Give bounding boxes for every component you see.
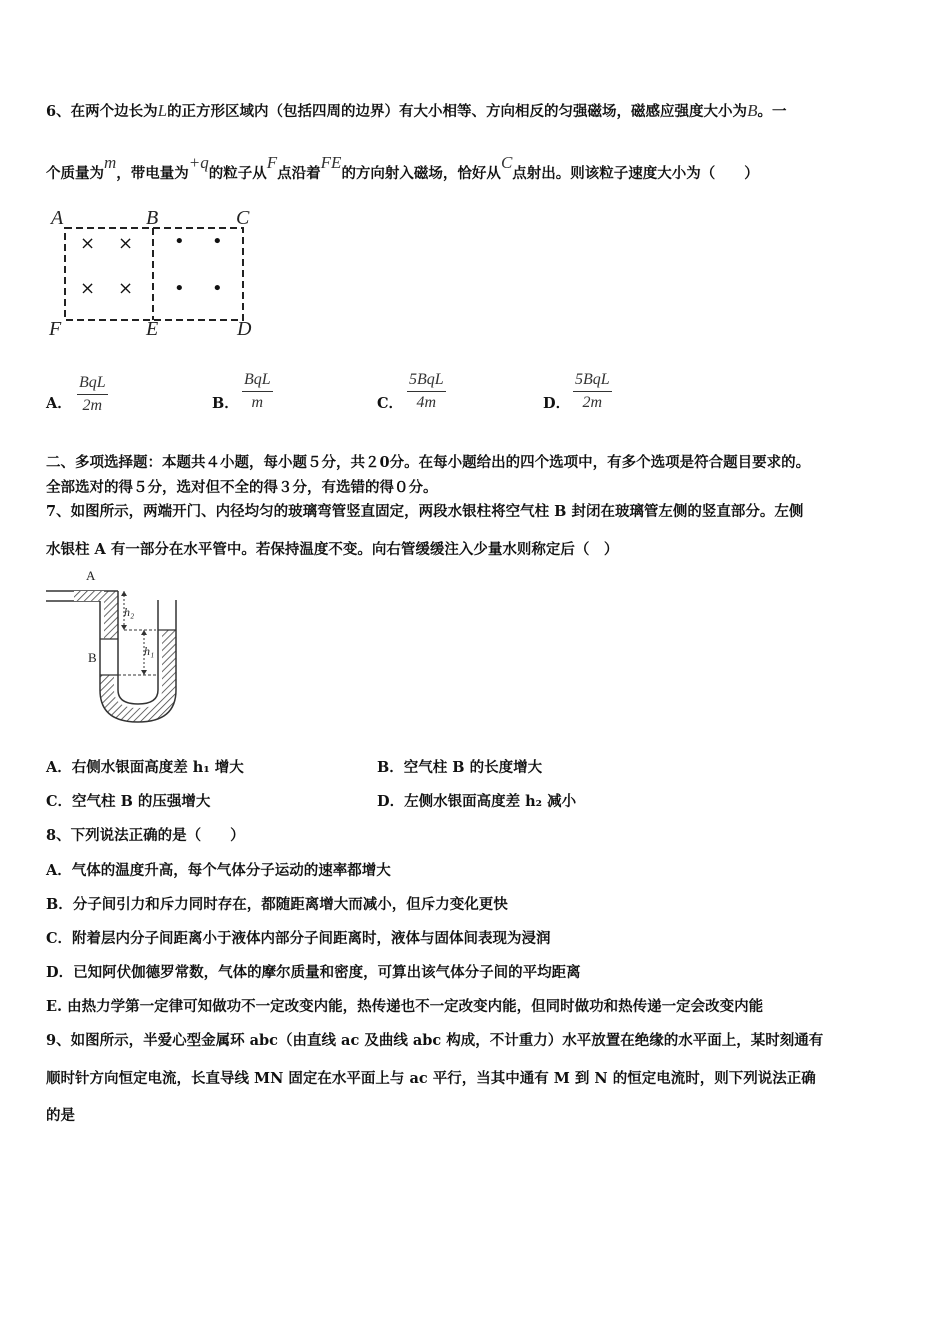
field-out-page-mark: • <box>212 231 223 252</box>
q6-text: 。一 <box>757 103 787 120</box>
q6-text: 点沿着 <box>277 165 321 182</box>
symbol-F: F <box>266 153 278 172</box>
q6-option-c-fraction <box>407 371 446 412</box>
denominator: 2m <box>82 397 103 414</box>
q8-option-b: B．分子间引力和斥力同时存在，都随距离增大而减小，但斥力变化更快 <box>46 896 508 913</box>
denominator: 4m <box>416 394 437 411</box>
label-A: A <box>51 207 64 229</box>
numerator: BqL <box>77 374 108 395</box>
label-C: C <box>236 207 250 229</box>
symbol-B: B <box>747 101 758 120</box>
mercury-column-a-vertical <box>104 591 118 639</box>
q7-line1: 7、如图所示，两端开门、内径均匀的玻璃弯管竖直固定，两段水银柱将空气柱 B 封闭在玻璃管左侧的竖直部分。左侧 <box>46 503 804 520</box>
q6-text: 的正方形区域内（包括四周的边界）有大小相等、方向相反的匀强磁场，磁感应强度大小为 <box>167 103 748 120</box>
q9-line2: 顺时针方向恒定电流，长直导线 MN 固定在水平面上与 ac 平行，当其中通有 M 到 N 的恒定电流时，则下列说法正确 <box>46 1070 816 1087</box>
label-D: D <box>237 318 252 340</box>
q6-option-d-letter: D． <box>543 395 571 412</box>
label-h1: h₁ <box>144 644 155 658</box>
q7-option-a: A．右侧水银面高度差 h₁ 增大 <box>46 759 244 776</box>
label-E: E <box>146 318 159 340</box>
field-out-page-mark: • <box>174 278 185 299</box>
q6-line2 <box>46 153 759 184</box>
q6-text: ，带电量为 <box>116 165 189 182</box>
field-out-page-mark: • <box>212 278 223 299</box>
q8-option-c: C．附着层内分子间距离小于液体内部分子间距离时，液体与固体间表现为浸润 <box>46 930 551 947</box>
q8-option-a: A．气体的温度升高，每个气体分子运动的速率都增大 <box>46 862 391 879</box>
label-h2: h₂ <box>124 605 135 619</box>
denominator: m <box>251 394 264 411</box>
q9-line1: 9、如图所示，半爱心型金属环 abc（由直线 ac 及曲线 abc 构成，不计重力）水平放置在绝缘的水平面上，某时刻通有 <box>46 1032 824 1049</box>
u-tube-figure <box>44 570 194 730</box>
q6-text: 的粒子从 <box>208 165 267 182</box>
numerator: 5BqL <box>407 371 446 392</box>
symbol-C: C <box>500 153 513 172</box>
q6-option-a-letter: A． <box>46 395 72 412</box>
q6-option-c-letter: C． <box>377 395 404 412</box>
field-into-page-mark: × <box>80 278 96 299</box>
field-out-page-mark: • <box>174 231 185 252</box>
q6-text: 6、在两个边长为 <box>46 103 158 120</box>
numerator: 5BqL <box>573 371 612 392</box>
q6-text: 个质量为 <box>46 165 104 182</box>
q8-option-d: D．已知阿伏伽德罗常数，气体的摩尔质量和密度，可算出该气体分子间的平均距离 <box>46 964 581 981</box>
q6-text: 点射出。则该粒子速度大小为（ ） <box>512 165 759 182</box>
symbol-m: m <box>104 153 117 172</box>
q6-option-b-letter: B． <box>212 395 239 412</box>
q7-option-c: C．空气柱 B 的压强增大 <box>46 793 211 810</box>
label-a-tube: A <box>86 568 96 583</box>
symbol-q: +q <box>188 153 209 172</box>
q7-option-b: B．空气柱 B 的长度增大 <box>377 759 543 776</box>
numerator: BqL <box>242 371 273 392</box>
field-into-page-mark: × <box>118 233 134 254</box>
q6-option-d-fraction <box>573 371 612 412</box>
q6-option-a-fraction <box>77 374 108 415</box>
denominator: 2m <box>582 394 603 411</box>
section2-line2: 全部选对的得５分，选对但不全的得３分，有选错的得０分。 <box>46 479 438 496</box>
symbol-FE: FE <box>320 153 342 172</box>
label-F: F <box>49 318 62 340</box>
symbol-L: L <box>157 101 168 120</box>
q8-option-e: E. 由热力学第一定律可知做功不一定改变内能，热传递也不一定改变内能，但同时做功和热传递一定会改变内能 <box>46 998 764 1015</box>
label-b-tube: B <box>88 650 97 665</box>
q7-option-d: D．左侧水银面高度差 h₂ 减小 <box>377 793 577 810</box>
label-B: B <box>146 207 159 229</box>
q8-stem: 8、下列说法正确的是（ ） <box>46 827 245 844</box>
q6-option-b-fraction <box>242 371 273 412</box>
q6-text: 的方向射入磁场，恰好从 <box>341 165 501 182</box>
field-into-page-mark: × <box>118 278 134 299</box>
mercury-column-bottom <box>100 630 176 722</box>
q6-line1 <box>46 101 786 122</box>
field-into-page-mark: × <box>80 233 96 254</box>
q9-line3: 的是 <box>46 1107 75 1124</box>
section2-line1: 二、多项选择题：本题共４小题，每小题５分，共２0分。在每小题给出的四个选项中，有多个选项是符合题目要求的。 <box>46 454 811 471</box>
q7-line2: 水银柱 A 有一部分在水平管中。若保持温度不变。向右管缓缓注入少量水则称定后（ ） <box>46 541 619 558</box>
